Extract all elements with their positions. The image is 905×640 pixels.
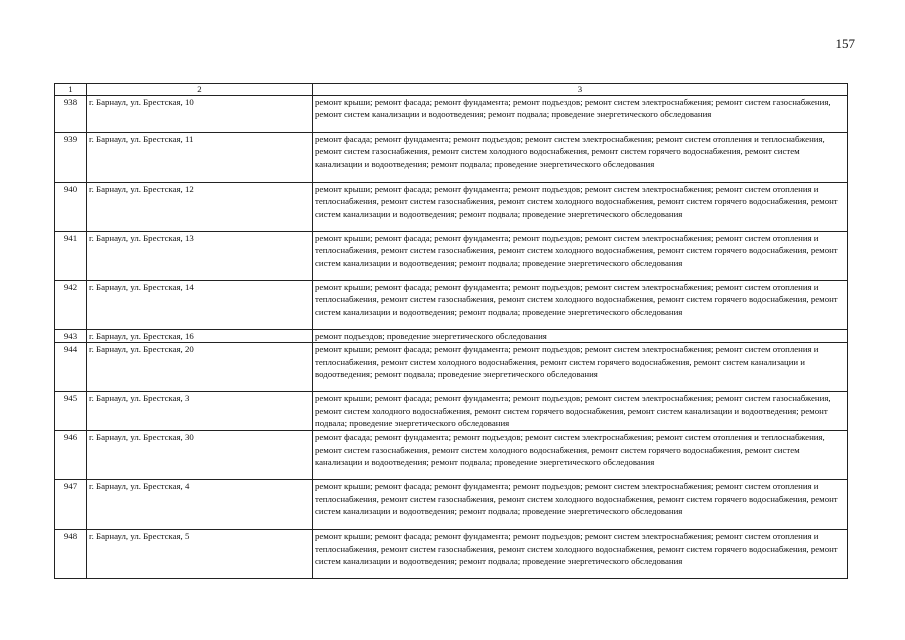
- header-row: [55, 84, 848, 96]
- row-number: 938: [55, 96, 87, 133]
- row-works: ремонт крыши; ремонт фасада; ремонт фундамента; ремонт подъездов; ремонт систем электроснабжения; ремонт систем отопления и теплоснабжения, ремонт систем газоснабжения, ремонт систем холодного водоснабжения, ремонт систем горячего водоснабжения, ремонт систем канализации и водоотведения; ремонт подвала; проведение энергетического обследования: [313, 530, 848, 579]
- row-works: ремонт крыши; ремонт фасада; ремонт фундамента; ремонт подъездов; ремонт систем электроснабжения; ремонт систем отопления и теплоснабжения, ремонт систем холодного водоснабжения, ремонт систем горячего водоснабжения, ремонт систем канализации и водоотведения; ремонт подвала; проведение энергетического обследования: [313, 343, 848, 392]
- table-row: [55, 330, 848, 343]
- row-address: г. Барнаул, ул. Брестская, 3: [87, 392, 313, 431]
- row-works: ремонт фасада; ремонт фундамента; ремонт подъездов; ремонт систем электроснабжения; ремонт систем отопления и теплоснабжения, ремонт систем газоснабжения, ремонт систем холодного водоснабжения, ремонт систем горячего водоснабжения, ремонт систем канализации и водоотведения; ремонт подвала; проведение энергетического обследования: [313, 133, 848, 183]
- table-row: [55, 392, 848, 431]
- column-header-2: 2: [87, 84, 313, 96]
- row-number: 940: [55, 183, 87, 232]
- column-header-1: 1: [55, 84, 87, 96]
- table-row: [55, 281, 848, 330]
- row-number: 948: [55, 530, 87, 579]
- row-works: ремонт крыши; ремонт фасада; ремонт фундамента; ремонт подъездов; ремонт систем электроснабжения; ремонт систем отопления и теплоснабжения, ремонт систем газоснабжения, ремонт систем холодного водоснабжения, ремонт систем горячего водоснабжения, ремонт систем канализации и водоотведения; ремонт подвала; проведение энергетического обследования: [313, 480, 848, 530]
- page-number: 157: [835, 36, 855, 51]
- table-row: [55, 183, 848, 232]
- repair-works-table: [54, 83, 848, 579]
- table-row: [55, 232, 848, 281]
- table-row: [55, 480, 848, 530]
- row-address: г. Барнаул, ул. Брестская, 13: [87, 232, 313, 281]
- row-number: 945: [55, 392, 87, 431]
- row-address: г. Барнаул, ул. Брестская, 12: [87, 183, 313, 232]
- row-address: г. Барнаул, ул. Брестская, 14: [87, 281, 313, 330]
- table-row: [55, 96, 848, 133]
- row-works: ремонт крыши; ремонт фасада; ремонт фундамента; ремонт подъездов; ремонт систем электроснабжения; ремонт систем отопления и теплоснабжения, ремонт систем газоснабжения, ремонт систем холодного водоснабжения, ремонт систем горячего водоснабжения, ремонт систем канализации и водоотведения; ремонт подвала; проведение энергетического обследования: [313, 232, 848, 281]
- row-works: ремонт крыши; ремонт фасада; ремонт фундамента; ремонт подъездов; ремонт систем электроснабжения; ремонт систем газоснабжения, ремонт систем холодного водоснабжения, ремонт систем горячего водоснабжения, ремонт систем канализации и водоотведения; ремонт подвала; проведение энергетического обследования: [313, 392, 848, 431]
- table-row: [55, 431, 848, 480]
- row-works: ремонт крыши; ремонт фасада; ремонт фундамента; ремонт подъездов; ремонт систем электроснабжения; ремонт систем газоснабжения, ремонт систем канализации и водоотведения; ремонт подвала; проведение энергетического обследования: [313, 96, 848, 133]
- row-works: ремонт крыши; ремонт фасада; ремонт фундамента; ремонт подъездов; ремонт систем электроснабжения; ремонт систем отопления и теплоснабжения, ремонт систем газоснабжения, ремонт систем холодного водоснабжения, ремонт систем горячего водоснабжения, ремонт систем канализации и водоотведения; ремонт подвала; проведение энергетического обследования: [313, 281, 848, 330]
- row-number: 947: [55, 480, 87, 530]
- row-number: 943: [55, 330, 87, 343]
- table-body: [55, 96, 848, 579]
- row-number: 944: [55, 343, 87, 392]
- row-works: ремонт крыши; ремонт фасада; ремонт фундамента; ремонт подъездов; ремонт систем электроснабжения; ремонт систем отопления и теплоснабжения, ремонт систем газоснабжения, ремонт систем холодного водоснабжения, ремонт систем горячего водоснабжения, ремонт систем канализации и водоотведения; ремонт подвала; проведение энергетического обследования: [313, 183, 848, 232]
- row-number: 946: [55, 431, 87, 480]
- table-row: [55, 133, 848, 183]
- row-address: г. Барнаул, ул. Брестская, 11: [87, 133, 313, 183]
- row-address: г. Барнаул, ул. Брестская, 16: [87, 330, 313, 343]
- row-address: г. Барнаул, ул. Брестская, 30: [87, 431, 313, 480]
- row-address: г. Барнаул, ул. Брестская, 20: [87, 343, 313, 392]
- row-number: 942: [55, 281, 87, 330]
- row-address: г. Барнаул, ул. Брестская, 4: [87, 480, 313, 530]
- table-header: [55, 84, 848, 96]
- table-row: [55, 530, 848, 579]
- row-works: ремонт подъездов; проведение энергетического обследования: [313, 330, 848, 343]
- table-row: [55, 343, 848, 392]
- row-number: 939: [55, 133, 87, 183]
- row-number: 941: [55, 232, 87, 281]
- row-address: г. Барнаул, ул. Брестская, 5: [87, 530, 313, 579]
- row-works: ремонт фасада; ремонт фундамента; ремонт подъездов; ремонт систем электроснабжения; ремонт систем отопления и теплоснабжения, ремонт систем газоснабжения, ремонт систем холодного водоснабжения, ремонт систем горячего водоснабжения, ремонт систем канализации и водоотведения; ремонт подвала; проведение энергетического обследования: [313, 431, 848, 480]
- column-header-3: 3: [313, 84, 848, 96]
- row-address: г. Барнаул, ул. Брестская, 10: [87, 96, 313, 133]
